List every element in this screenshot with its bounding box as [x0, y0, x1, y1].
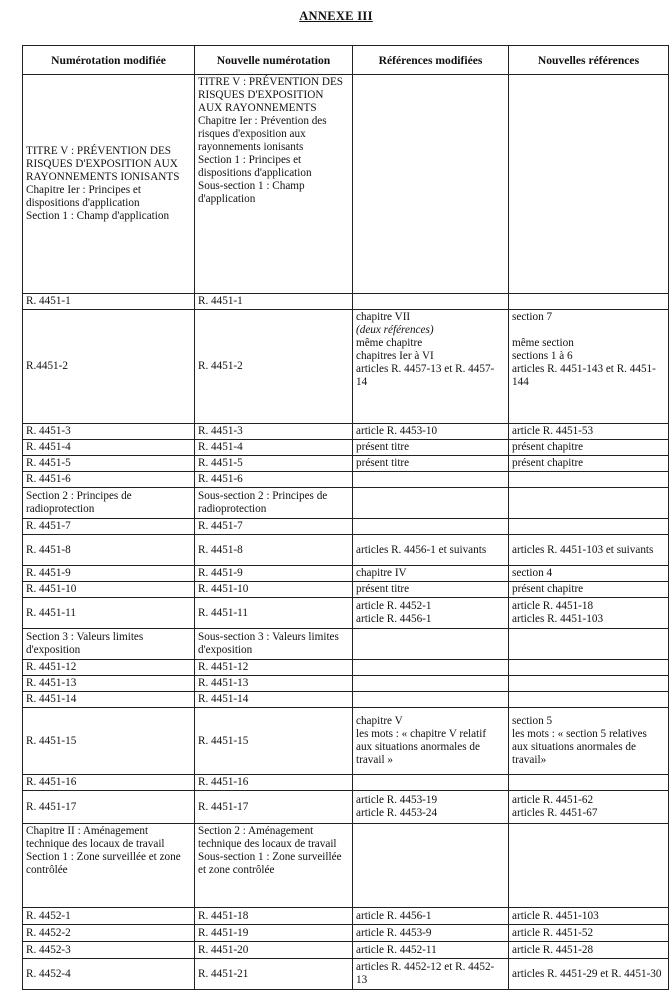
- cell-text: TITRE V : PRÉVENTION DES RISQUES D'EXPOSITION AUX RAYONNEMENTS: [198, 76, 346, 114]
- table-body: [23, 75, 669, 990]
- nouvelle-numerotation-cell: [195, 424, 353, 440]
- cell-text: Chapitre Ier : Principes et dispositions d'application: [26, 184, 144, 209]
- references-modifiees-cell: [353, 908, 509, 925]
- cell-text: article R. 4453-10: [356, 425, 438, 437]
- nouvelle-numerotation-cell: [195, 488, 353, 519]
- cell-text: articles R. 4457-13 et R. 4457-14: [356, 363, 495, 388]
- cell-text: articles R. 4451-103: [512, 613, 604, 625]
- table-row: [23, 488, 669, 519]
- cell-text: Chapitre II : Aménagement technique des locaux de travail: [26, 825, 165, 850]
- numerotation-modifiee-cell: [23, 598, 195, 629]
- numerotation-modifiee-cell: [23, 942, 195, 959]
- column-header-numerotation-modifiee: Numérotation modifiée: [23, 46, 195, 75]
- table-row: [23, 472, 669, 488]
- nouvelle-numerotation-cell: [195, 708, 353, 775]
- nouvelles-references-cell: [509, 775, 669, 791]
- cell-text: section 5: [512, 715, 553, 727]
- numerotation-modifiee-cell: [23, 75, 195, 294]
- cell-text: chapitre VII: [356, 311, 411, 323]
- numerotation-modifiee-cell: [23, 472, 195, 488]
- cell-text: Section 2 : Aménagement technique des locaux de travail: [198, 825, 337, 850]
- cell-text: article R. 4451-103: [512, 909, 599, 922]
- cell-text: R. 4451-10: [198, 583, 249, 595]
- cell-text: R. 4452-4: [26, 967, 71, 980]
- nouvelles-references-cell: [509, 708, 669, 775]
- nouvelle-numerotation-cell: [195, 629, 353, 660]
- cell-text: Section 1 : Principes et dispositions d'application: [198, 154, 312, 179]
- cell-text: présent titre: [356, 583, 410, 595]
- cell-text: R. 4452-1: [26, 909, 71, 922]
- numerotation-modifiee-cell: [23, 791, 195, 824]
- nouvelles-references-cell: [509, 472, 669, 488]
- references-modifiees-cell: [353, 75, 509, 294]
- references-modifiees-cell: [353, 519, 509, 535]
- cell-text: R. 4451-8: [26, 543, 71, 556]
- numerotation-modifiee-cell: [23, 582, 195, 598]
- cell-text: article R. 4453-19: [356, 794, 438, 806]
- cell-text: présent chapitre: [512, 441, 584, 453]
- references-modifiees-cell: [353, 424, 509, 440]
- table-row: [23, 660, 669, 676]
- cell-text: R. 4451-14: [26, 693, 77, 705]
- numerotation-modifiee-cell: [23, 692, 195, 708]
- numerotation-modifiee-cell: [23, 660, 195, 676]
- cell-text: Sous-section 1 : Zone surveillée et zone contrôlée: [198, 851, 345, 876]
- table-row: [23, 692, 669, 708]
- cell-text: R. 4452-3: [26, 943, 71, 956]
- cell-text: chapitre IV: [356, 567, 407, 579]
- table-row: [23, 75, 669, 294]
- references-modifiees-cell: [353, 472, 509, 488]
- references-modifiees-cell: [353, 456, 509, 472]
- cell-text: R. 4451-5: [198, 457, 243, 469]
- cell-text: R. 4451-6: [26, 473, 71, 485]
- cell-text: R.4451-2: [26, 360, 68, 372]
- nouvelles-references-cell: [509, 791, 669, 824]
- table-row: [23, 598, 669, 629]
- cell-text: Chapitre Ier : Prévention des risques d'exposition aux rayonnements ionisants: [198, 115, 330, 153]
- numerotation-modifiee-cell: [23, 310, 195, 424]
- cell-text: les mots : « section 5 relatives aux situations anormales de travail»: [512, 728, 650, 766]
- references-modifiees-cell: [353, 925, 509, 942]
- cell-text: article R. 4453-9: [356, 926, 432, 939]
- cell-text: articles R. 4452-12 et R. 4452-13: [356, 961, 495, 986]
- cell-text: R. 4451-17: [198, 800, 249, 813]
- table-row: [23, 824, 669, 908]
- cell-text: R. 4451-4: [198, 441, 243, 453]
- nouvelle-numerotation-cell: [195, 456, 353, 472]
- nouvelles-references-cell: [509, 519, 669, 535]
- references-modifiees-cell: [353, 535, 509, 566]
- nouvelles-references-cell: [509, 310, 669, 424]
- cell-text: présent chapitre: [512, 583, 584, 595]
- cell-text: R. 4451-7: [26, 520, 71, 532]
- cell-text: article R. 4451-53: [512, 425, 594, 437]
- table-row: [23, 775, 669, 791]
- nouvelles-references-cell: [509, 294, 669, 310]
- column-header-nouvelle-numerotation: Nouvelle numérotation: [195, 46, 353, 75]
- references-modifiees-cell: [353, 582, 509, 598]
- cell-text: R. 4451-4: [26, 441, 71, 453]
- nouvelles-references-cell: [509, 959, 669, 990]
- nouvelle-numerotation-cell: [195, 791, 353, 824]
- cell-text: R. 4451-3: [26, 425, 71, 437]
- cell-text: R. 4451-9: [198, 567, 243, 579]
- table-row: [23, 925, 669, 942]
- cell-text: article R. 4451-18: [512, 600, 594, 612]
- cell-text: R. 4451-15: [198, 734, 249, 747]
- cell-text: R. 4451-8: [198, 543, 243, 556]
- nouvelle-numerotation-cell: [195, 692, 353, 708]
- nouvelles-references-cell: [509, 598, 669, 629]
- cell-text: R. 4451-6: [198, 473, 243, 485]
- cell-text: articles R. 4456-1 et suivants: [356, 543, 487, 556]
- table-row: [23, 959, 669, 990]
- nouvelle-numerotation-cell: [195, 294, 353, 310]
- header-row: [23, 46, 669, 75]
- numerotation-modifiee-cell: [23, 424, 195, 440]
- cell-text: R. 4451-10: [26, 583, 77, 595]
- numerotation-modifiee-cell: [23, 824, 195, 908]
- table-row: [23, 440, 669, 456]
- nouvelles-references-cell: [509, 908, 669, 925]
- numerotation-modifiee-cell: [23, 440, 195, 456]
- cell-text: R. 4451-1: [26, 295, 71, 307]
- cell-text: article R. 4456-1: [356, 613, 432, 625]
- nouvelle-numerotation-cell: [195, 775, 353, 791]
- nouvelle-numerotation-cell: [195, 925, 353, 942]
- cell-text: Section 3 : Valeurs limites d'exposition: [26, 631, 147, 656]
- references-modifiees-cell: [353, 775, 509, 791]
- nouvelle-numerotation-cell: [195, 310, 353, 424]
- cell-text: R. 4451-18: [198, 909, 249, 922]
- annex-title: ANNEXE III: [299, 9, 373, 23]
- table-row: [23, 708, 669, 775]
- numerotation-modifiee-cell: [23, 908, 195, 925]
- nouvelles-references-cell: [509, 629, 669, 660]
- references-modifiees-cell: [353, 294, 509, 310]
- nouvelle-numerotation-cell: [195, 824, 353, 908]
- table-row: [23, 456, 669, 472]
- nouvelles-references-cell: [509, 582, 669, 598]
- column-header-nouvelles-references: Nouvelles références: [509, 46, 669, 75]
- nouvelles-references-cell: [509, 424, 669, 440]
- nouvelle-numerotation-cell: [195, 908, 353, 925]
- cell-text: R. 4451-16: [198, 776, 249, 788]
- cell-text: même section: [512, 337, 574, 349]
- cell-text: (deux références): [356, 324, 434, 336]
- nouvelles-references-cell: [509, 692, 669, 708]
- references-modifiees-cell: [353, 942, 509, 959]
- cell-text: articles R. 4451-103 et suivants: [512, 543, 654, 556]
- cell-text: R. 4451-12: [26, 661, 77, 673]
- cell-text: R. 4451-11: [198, 606, 248, 619]
- numerotation-modifiee-cell: [23, 456, 195, 472]
- numerotation-modifiee-cell: [23, 535, 195, 566]
- nouvelle-numerotation-cell: [195, 959, 353, 990]
- table-row: [23, 424, 669, 440]
- cell-text: présent chapitre: [512, 457, 584, 469]
- numerotation-modifiee-cell: [23, 488, 195, 519]
- nouvelle-numerotation-cell: [195, 75, 353, 294]
- references-modifiees-cell: [353, 310, 509, 424]
- blank-line: [512, 324, 665, 337]
- numerotation-modifiee-cell: [23, 775, 195, 791]
- numerotation-modifiee-cell: [23, 629, 195, 660]
- cell-text: R. 4451-3: [198, 425, 243, 437]
- nouvelle-numerotation-cell: [195, 942, 353, 959]
- references-modifiees-cell: [353, 676, 509, 692]
- cell-text: R. 4451-12: [198, 661, 249, 673]
- column-header-references-modifiees: Références modifiées: [353, 46, 509, 75]
- nouvelles-references-cell: [509, 676, 669, 692]
- cell-text: section 4: [512, 567, 553, 579]
- cell-text: R. 4451-2: [198, 360, 243, 372]
- table-row: [23, 942, 669, 959]
- references-modifiees-cell: [353, 692, 509, 708]
- cell-text: Section 1 : Zone surveillée et zone contrôlée: [26, 851, 184, 876]
- cell-text: R. 4451-15: [26, 734, 77, 747]
- table-row: [23, 535, 669, 566]
- cell-text: Sous-section 1 : Champ d'application: [198, 180, 308, 205]
- nouvelle-numerotation-cell: [195, 440, 353, 456]
- cell-text: R. 4451-1: [198, 295, 243, 307]
- table-row: [23, 310, 669, 424]
- nouvelles-references-cell: [509, 925, 669, 942]
- nouvelles-references-cell: [509, 75, 669, 294]
- cell-text: R. 4451-17: [26, 800, 77, 813]
- cell-text: article R. 4452-11: [356, 943, 437, 956]
- cell-text: R. 4451-21: [198, 967, 249, 980]
- cell-text: présent titre: [356, 441, 410, 453]
- table-row: [23, 519, 669, 535]
- table-row: [23, 791, 669, 824]
- cell-text: chapitres Ier à VI: [356, 350, 434, 362]
- cell-text: TITRE V : PRÉVENTION DES RISQUES D'EXPOSITION AUX RAYONNEMENTS IONISANTS: [26, 145, 181, 183]
- cell-text: R. 4451-13: [198, 677, 249, 689]
- cell-text: R. 4452-2: [26, 926, 71, 939]
- nouvelle-numerotation-cell: [195, 598, 353, 629]
- cell-text: R. 4451-14: [198, 693, 249, 705]
- references-modifiees-cell: [353, 566, 509, 582]
- cell-text: R. 4451-5: [26, 457, 71, 469]
- nouvelles-references-cell: [509, 535, 669, 566]
- cell-text: article R. 4453-24: [356, 807, 438, 819]
- cell-text: R. 4451-9: [26, 567, 71, 579]
- references-modifiees-cell: [353, 488, 509, 519]
- nouvelles-references-cell: [509, 440, 669, 456]
- references-modifiees-cell: [353, 791, 509, 824]
- cell-text: section 7: [512, 311, 553, 323]
- nouvelle-numerotation-cell: [195, 676, 353, 692]
- references-modifiees-cell: [353, 440, 509, 456]
- nouvelles-references-cell: [509, 660, 669, 676]
- numerotation-modifiee-cell: [23, 294, 195, 310]
- cell-text: sections 1 à 6: [512, 350, 573, 362]
- table-row: [23, 629, 669, 660]
- cell-text: R. 4451-20: [198, 943, 249, 956]
- cell-text: Section 1 : Champ d'application: [26, 210, 170, 222]
- cell-text: articles R. 4451-29 et R. 4451-30: [512, 967, 662, 980]
- nouvelles-references-cell: [509, 456, 669, 472]
- cell-text: articles R. 4451-143 et R. 4451-144: [512, 363, 656, 388]
- cell-text: même chapitre: [356, 337, 423, 349]
- references-modifiees-cell: [353, 660, 509, 676]
- cell-text: article R. 4451-52: [512, 926, 594, 939]
- cell-text: article R. 4451-62: [512, 794, 594, 806]
- correspondence-table: [22, 45, 669, 990]
- references-modifiees-cell: [353, 598, 509, 629]
- numerotation-modifiee-cell: [23, 676, 195, 692]
- cell-text: chapitre V: [356, 715, 403, 727]
- table-row: [23, 676, 669, 692]
- nouvelle-numerotation-cell: [195, 519, 353, 535]
- nouvelles-references-cell: [509, 942, 669, 959]
- cell-text: article R. 4456-1: [356, 909, 432, 922]
- table-row: [23, 566, 669, 582]
- nouvelle-numerotation-cell: [195, 660, 353, 676]
- nouvelle-numerotation-cell: [195, 535, 353, 566]
- numerotation-modifiee-cell: [23, 519, 195, 535]
- table-row: [23, 582, 669, 598]
- references-modifiees-cell: [353, 959, 509, 990]
- nouvelle-numerotation-cell: [195, 566, 353, 582]
- cell-text: présent titre: [356, 457, 410, 469]
- numerotation-modifiee-cell: [23, 566, 195, 582]
- numerotation-modifiee-cell: [23, 925, 195, 942]
- cell-text: R. 4451-19: [198, 926, 249, 939]
- cell-text: les mots : « chapitre V relatif aux situations anormales de travail »: [356, 728, 489, 766]
- cell-text: Sous-section 2 : Principes de radioprotection: [198, 490, 331, 515]
- cell-text: R. 4451-13: [26, 677, 77, 689]
- nouvelles-references-cell: [509, 824, 669, 908]
- cell-text: R. 4451-11: [26, 606, 76, 619]
- cell-text: R. 4451-16: [26, 776, 77, 788]
- cell-text: article R. 4452-1: [356, 600, 432, 612]
- cell-text: articles R. 4451-67: [512, 807, 598, 819]
- cell-text: Section 2 : Principes de radioprotection: [26, 490, 135, 515]
- cell-text: article R. 4451-28: [512, 943, 594, 956]
- nouvelles-references-cell: [509, 566, 669, 582]
- nouvelle-numerotation-cell: [195, 472, 353, 488]
- table-row: [23, 908, 669, 925]
- references-modifiees-cell: [353, 708, 509, 775]
- cell-text: R. 4451-7: [198, 520, 243, 532]
- cell-text: Sous-section 3 : Valeurs limites d'exposition: [198, 631, 342, 656]
- nouvelles-references-cell: [509, 488, 669, 519]
- table-row: [23, 294, 669, 310]
- numerotation-modifiee-cell: [23, 708, 195, 775]
- references-modifiees-cell: [353, 824, 509, 908]
- numerotation-modifiee-cell: [23, 959, 195, 990]
- nouvelle-numerotation-cell: [195, 582, 353, 598]
- references-modifiees-cell: [353, 629, 509, 660]
